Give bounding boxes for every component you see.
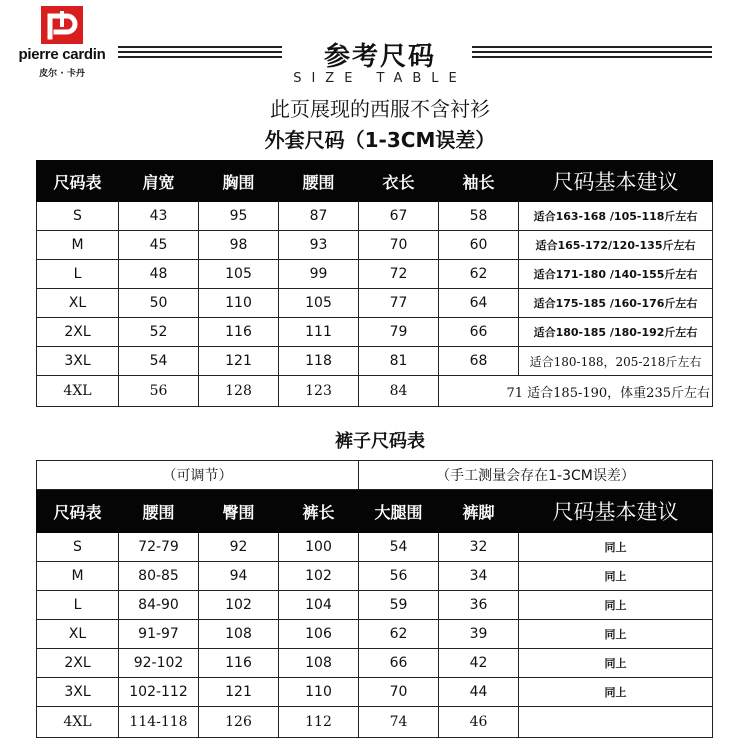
jacket-section-title: 外套尺码（1-3CM误差） (264, 128, 496, 152)
cell-advice: 同上 (519, 649, 713, 678)
cell-advice: 适合163-168 /105-118斤左右 (519, 202, 713, 231)
cell-shoulder: 45 (119, 231, 199, 260)
cell-waist: 105 (279, 289, 359, 318)
cell-sleeve: 58 (439, 202, 519, 231)
cell-hem: 42 (439, 649, 519, 678)
cell-hip: 108 (199, 620, 279, 649)
pants-note-adjustable: （可调节） (37, 461, 359, 490)
decorative-lines-right (472, 46, 712, 62)
cell-chest: 128 (199, 376, 279, 407)
cell-size: S (37, 202, 119, 231)
cell-length: 108 (279, 649, 359, 678)
cell-shoulder: 50 (119, 289, 199, 318)
cell-waist: 102-112 (119, 678, 199, 707)
table-row (37, 591, 713, 620)
jacket-col-shoulder: 肩宽 (119, 161, 199, 202)
brand-name: pierre cardin (18, 46, 106, 63)
table-row (37, 231, 713, 260)
cell-length: 104 (279, 591, 359, 620)
jacket-col-waist: 腰围 (279, 161, 359, 202)
cell-sleeve-advice: 71 适合185-190，体重235斤左右 (439, 376, 713, 407)
table-row (37, 533, 713, 562)
cell-advice: 同上 (519, 678, 713, 707)
cell-thigh: 54 (359, 533, 439, 562)
jacket-header-row (37, 161, 713, 202)
cell-length: 110 (279, 678, 359, 707)
jacket-col-advice: 尺码基本建议 (519, 161, 713, 202)
cell-waist: 80-85 (119, 562, 199, 591)
cell-waist: 114-118 (119, 707, 199, 738)
cell-sleeve: 62 (439, 260, 519, 289)
cell-size: 3XL (37, 347, 119, 376)
cell-size: 4XL (37, 376, 119, 407)
cell-waist: 93 (279, 231, 359, 260)
pants-col-size: 尺码表 (37, 490, 119, 533)
decorative-lines-left (118, 46, 282, 62)
pants-section-title: 裤子尺码表 (335, 431, 425, 452)
cell-size: 2XL (37, 649, 119, 678)
cell-hem: 46 (439, 707, 519, 738)
pants-col-length: 裤长 (279, 490, 359, 533)
cell-thigh: 70 (359, 678, 439, 707)
cell-size: L (37, 260, 119, 289)
cell-length: 67 (359, 202, 439, 231)
cell-hem: 34 (439, 562, 519, 591)
page-title: 参考尺码 (323, 42, 436, 72)
jacket-col-sleeve: 袖长 (439, 161, 519, 202)
table-row (37, 202, 713, 231)
table-row (37, 289, 713, 318)
cell-hip: 102 (199, 591, 279, 620)
cell-chest: 121 (199, 347, 279, 376)
cell-length: 84 (359, 376, 439, 407)
cell-waist: 84-90 (119, 591, 199, 620)
cell-advice: 适合180-185 /180-192斤左右 (519, 318, 713, 347)
cell-waist: 72-79 (119, 533, 199, 562)
cell-sleeve: 66 (439, 318, 519, 347)
jacket-size-table (36, 160, 713, 407)
cell-advice: 适合175-185 /160-176斤左右 (519, 289, 713, 318)
pants-col-hem: 裤脚 (439, 490, 519, 533)
cell-shoulder: 43 (119, 202, 199, 231)
cell-size: M (37, 231, 119, 260)
jacket-col-chest: 胸围 (199, 161, 279, 202)
brand-logo-mark-icon (41, 6, 83, 44)
cell-length: 70 (359, 231, 439, 260)
cell-thigh: 66 (359, 649, 439, 678)
cell-hip: 116 (199, 649, 279, 678)
cell-chest: 116 (199, 318, 279, 347)
cell-length: 106 (279, 620, 359, 649)
cell-advice: 适合171-180 /140-155斤左右 (519, 260, 713, 289)
cell-length: 100 (279, 533, 359, 562)
cell-size: 2XL (37, 318, 119, 347)
cell-chest: 95 (199, 202, 279, 231)
cell-waist: 118 (279, 347, 359, 376)
cell-advice: 同上 (519, 620, 713, 649)
pants-col-thigh: 大腿围 (359, 490, 439, 533)
pants-header-row (37, 490, 713, 533)
cell-sleeve: 68 (439, 347, 519, 376)
cell-size: 4XL (37, 707, 119, 738)
table-row (37, 707, 713, 738)
cell-size: M (37, 562, 119, 591)
cell-advice: 同上 (519, 533, 713, 562)
cell-advice: 适合180-188，205-218斤左右 (519, 347, 713, 376)
table-row (37, 562, 713, 591)
page-subtitle: SIZE TABLE (293, 71, 467, 86)
brand-logo (41, 6, 83, 44)
cell-hip: 94 (199, 562, 279, 591)
jacket-col-length: 衣长 (359, 161, 439, 202)
cell-shoulder: 48 (119, 260, 199, 289)
shirt-note: 此页展现的西服不含衬衫 (270, 97, 490, 121)
brand-name-cn: 皮尔 · 卡丹 (39, 69, 85, 79)
cell-waist: 99 (279, 260, 359, 289)
cell-waist: 91-97 (119, 620, 199, 649)
cell-waist: 92-102 (119, 649, 199, 678)
pants-note-row (37, 461, 713, 490)
cell-waist: 87 (279, 202, 359, 231)
cell-size: 3XL (37, 678, 119, 707)
cell-advice: 同上 (519, 591, 713, 620)
cell-chest: 110 (199, 289, 279, 318)
cell-hem: 44 (439, 678, 519, 707)
cell-length: 112 (279, 707, 359, 738)
cell-chest: 105 (199, 260, 279, 289)
cell-hem: 36 (439, 591, 519, 620)
cell-hip: 126 (199, 707, 279, 738)
cell-length: 79 (359, 318, 439, 347)
table-row (37, 347, 713, 376)
cell-advice: 适合165-172/120-135斤左右 (519, 231, 713, 260)
cell-sleeve: 64 (439, 289, 519, 318)
cell-thigh: 56 (359, 562, 439, 591)
pants-col-waist: 腰围 (119, 490, 199, 533)
pants-col-hip: 臀围 (199, 490, 279, 533)
pants-size-table (36, 460, 713, 738)
cell-size: XL (37, 620, 119, 649)
pants-col-advice: 尺码基本建议 (519, 490, 713, 533)
cell-thigh: 74 (359, 707, 439, 738)
cell-thigh: 59 (359, 591, 439, 620)
cell-chest: 98 (199, 231, 279, 260)
cell-waist: 111 (279, 318, 359, 347)
cell-advice: 同上 (519, 562, 713, 591)
cell-length: 102 (279, 562, 359, 591)
cell-shoulder: 52 (119, 318, 199, 347)
cell-length: 81 (359, 347, 439, 376)
cell-size: L (37, 591, 119, 620)
cell-size: XL (37, 289, 119, 318)
cell-length: 72 (359, 260, 439, 289)
table-row (37, 260, 713, 289)
cell-thigh: 62 (359, 620, 439, 649)
cell-waist: 123 (279, 376, 359, 407)
table-row (37, 678, 713, 707)
jacket-col-size: 尺码表 (37, 161, 119, 202)
cell-sleeve: 60 (439, 231, 519, 260)
cell-hem: 39 (439, 620, 519, 649)
cell-shoulder: 56 (119, 376, 199, 407)
pants-note-error: （手工测量会存在1-3CM误差） (359, 461, 713, 490)
table-row (37, 649, 713, 678)
cell-hip: 92 (199, 533, 279, 562)
table-row (37, 318, 713, 347)
cell-shoulder: 54 (119, 347, 199, 376)
cell-size: S (37, 533, 119, 562)
cell-hem: 32 (439, 533, 519, 562)
table-row (37, 620, 713, 649)
cell-advice (519, 707, 713, 738)
cell-length: 77 (359, 289, 439, 318)
cell-hip: 121 (199, 678, 279, 707)
table-row (37, 376, 713, 407)
